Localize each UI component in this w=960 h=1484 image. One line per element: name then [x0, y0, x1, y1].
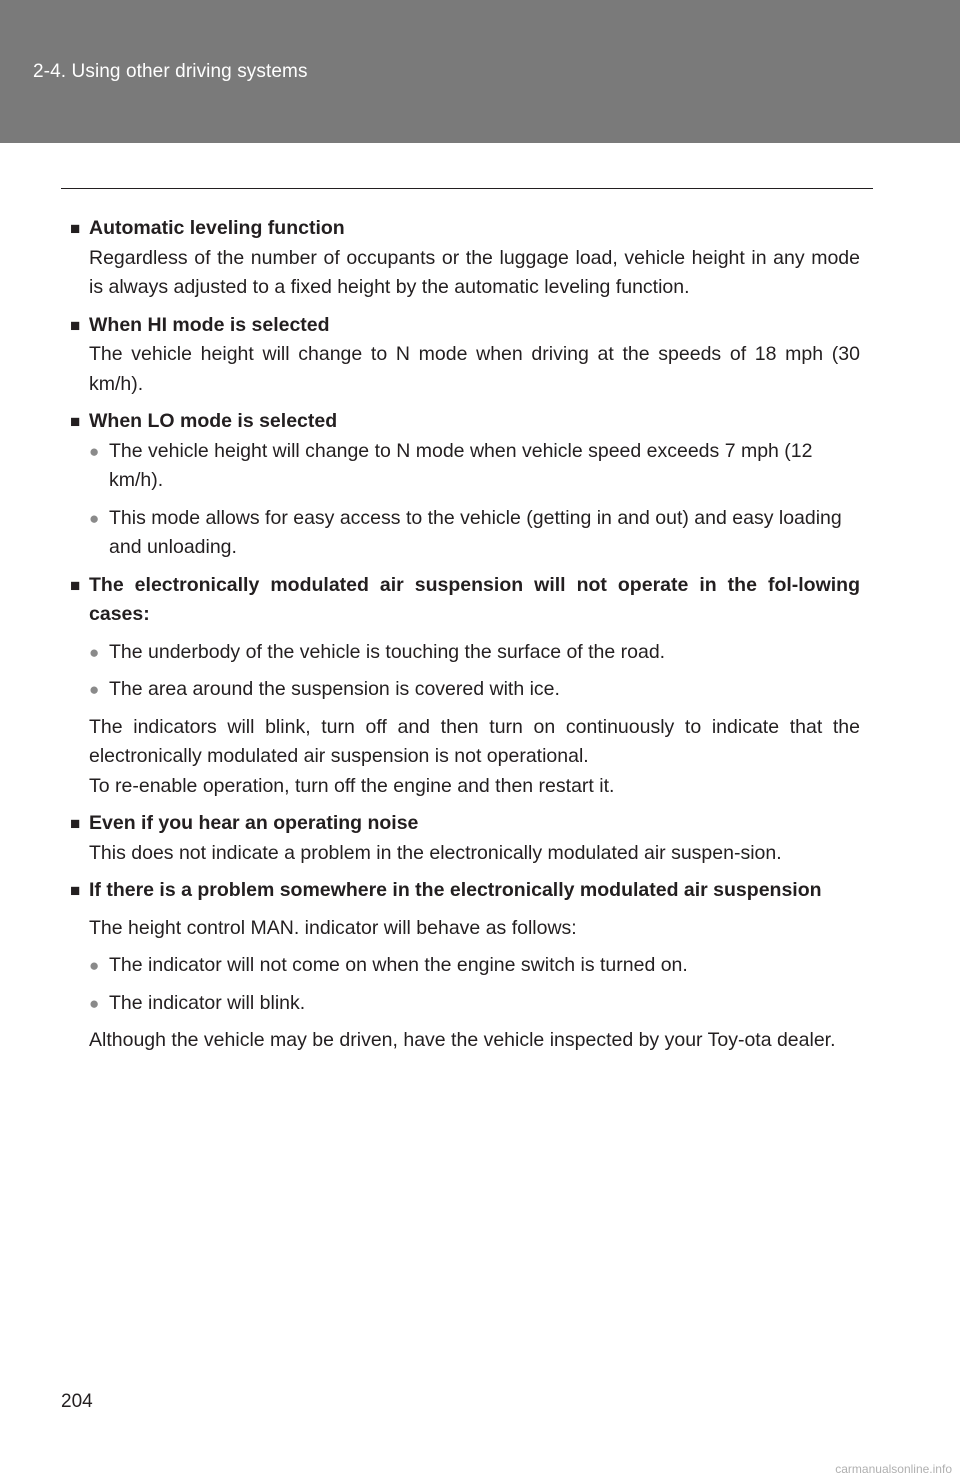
list-item [89, 951, 860, 981]
square-bullet-icon: ■ [70, 575, 81, 595]
square-bullet-icon: ■ [70, 881, 81, 900]
page-number: 204 [61, 1391, 93, 1412]
topic-heading: Automatic leveling function [89, 217, 345, 239]
square-bullet-icon: ■ [70, 315, 81, 335]
topic-heading-row [70, 809, 860, 839]
section-title: 2-4. Using other driving systems [33, 61, 308, 82]
topic-paragraph: To re-enable operation, turn off the engine and then restart it. [89, 774, 615, 797]
topic-not-operate [70, 571, 860, 802]
topic-paragraph: The height control MAN. indicator will behave as follows: [89, 916, 577, 939]
dot-bullet-icon: ● [89, 993, 100, 1013]
list-item-text: The area around the suspension is covered with ice. [109, 678, 560, 700]
list-item [89, 675, 860, 705]
page-content [70, 214, 860, 1056]
topic-paragraph: Although the vehicle may be driven, have the vehicle inspected by your Toy-ota dealer. [89, 1029, 836, 1051]
topic-automatic-leveling [70, 214, 860, 303]
list-item [89, 638, 860, 668]
topic-operating-noise [70, 809, 860, 868]
list-item-text: The vehicle height will change to N mode when vehicle speed exceeds 7 mph (12 km/h). [109, 439, 813, 491]
divider-rule [61, 188, 873, 189]
topic-heading-row [70, 311, 860, 341]
topic-paragraph: This does not indicate a problem in the electronically modulated air suspen-sion. [89, 841, 782, 864]
square-bullet-icon: ■ [70, 219, 81, 238]
header-band [0, 0, 960, 143]
watermark: carmanualsonline.info [835, 1462, 952, 1476]
topic-heading-row [70, 214, 860, 244]
list-item [89, 437, 860, 496]
dot-bullet-icon: ● [89, 642, 100, 662]
list-item [89, 504, 860, 563]
square-bullet-icon: ■ [70, 412, 81, 431]
list-item-text: This mode allows for easy access to the vehicle (getting in and out) and easy loading and unloading. [109, 506, 842, 558]
list-item-text: The indicator will blink. [109, 991, 306, 1014]
topic-lo-mode [70, 407, 860, 563]
square-bullet-icon: ■ [70, 814, 81, 833]
topic-paragraph: The indicators will blink, turn off and then turn on continuously to indicate that the electronically modulated air suspension is not operational. [89, 715, 860, 767]
topic-heading: The electronically modulated air suspension will not operate in the fol-lowing cases: [89, 573, 860, 625]
list-item [89, 989, 860, 1019]
topic-problem [70, 876, 860, 1056]
topic-heading-row [70, 876, 860, 906]
dot-bullet-icon: ● [89, 441, 100, 461]
topic-heading-row [70, 407, 860, 437]
topic-heading: If there is a problem somewhere in the electronically modulated air suspension [89, 879, 822, 901]
topic-heading-row [70, 571, 860, 630]
list-item-text: The indicator will not come on when the engine switch is turned on. [109, 954, 688, 976]
topic-heading: When LO mode is selected [89, 410, 338, 432]
topic-paragraph: The vehicle height will change to N mode when driving at the speeds of 18 mph (30 km/h). [89, 343, 860, 395]
dot-bullet-icon: ● [89, 508, 100, 528]
topic-heading: Even if you hear an operating noise [89, 812, 419, 834]
topic-heading: When HI mode is selected [89, 313, 330, 336]
dot-bullet-icon: ● [89, 956, 100, 975]
topic-paragraph: Regardless of the number of occupants or the luggage load, vehicle height in any mode is always adjusted to a fixed height by the automatic leveling function. [89, 246, 860, 298]
topic-hi-mode [70, 311, 860, 400]
list-item-text: The underbody of the vehicle is touching the surface of the road. [109, 640, 666, 663]
dot-bullet-icon: ● [89, 680, 100, 699]
